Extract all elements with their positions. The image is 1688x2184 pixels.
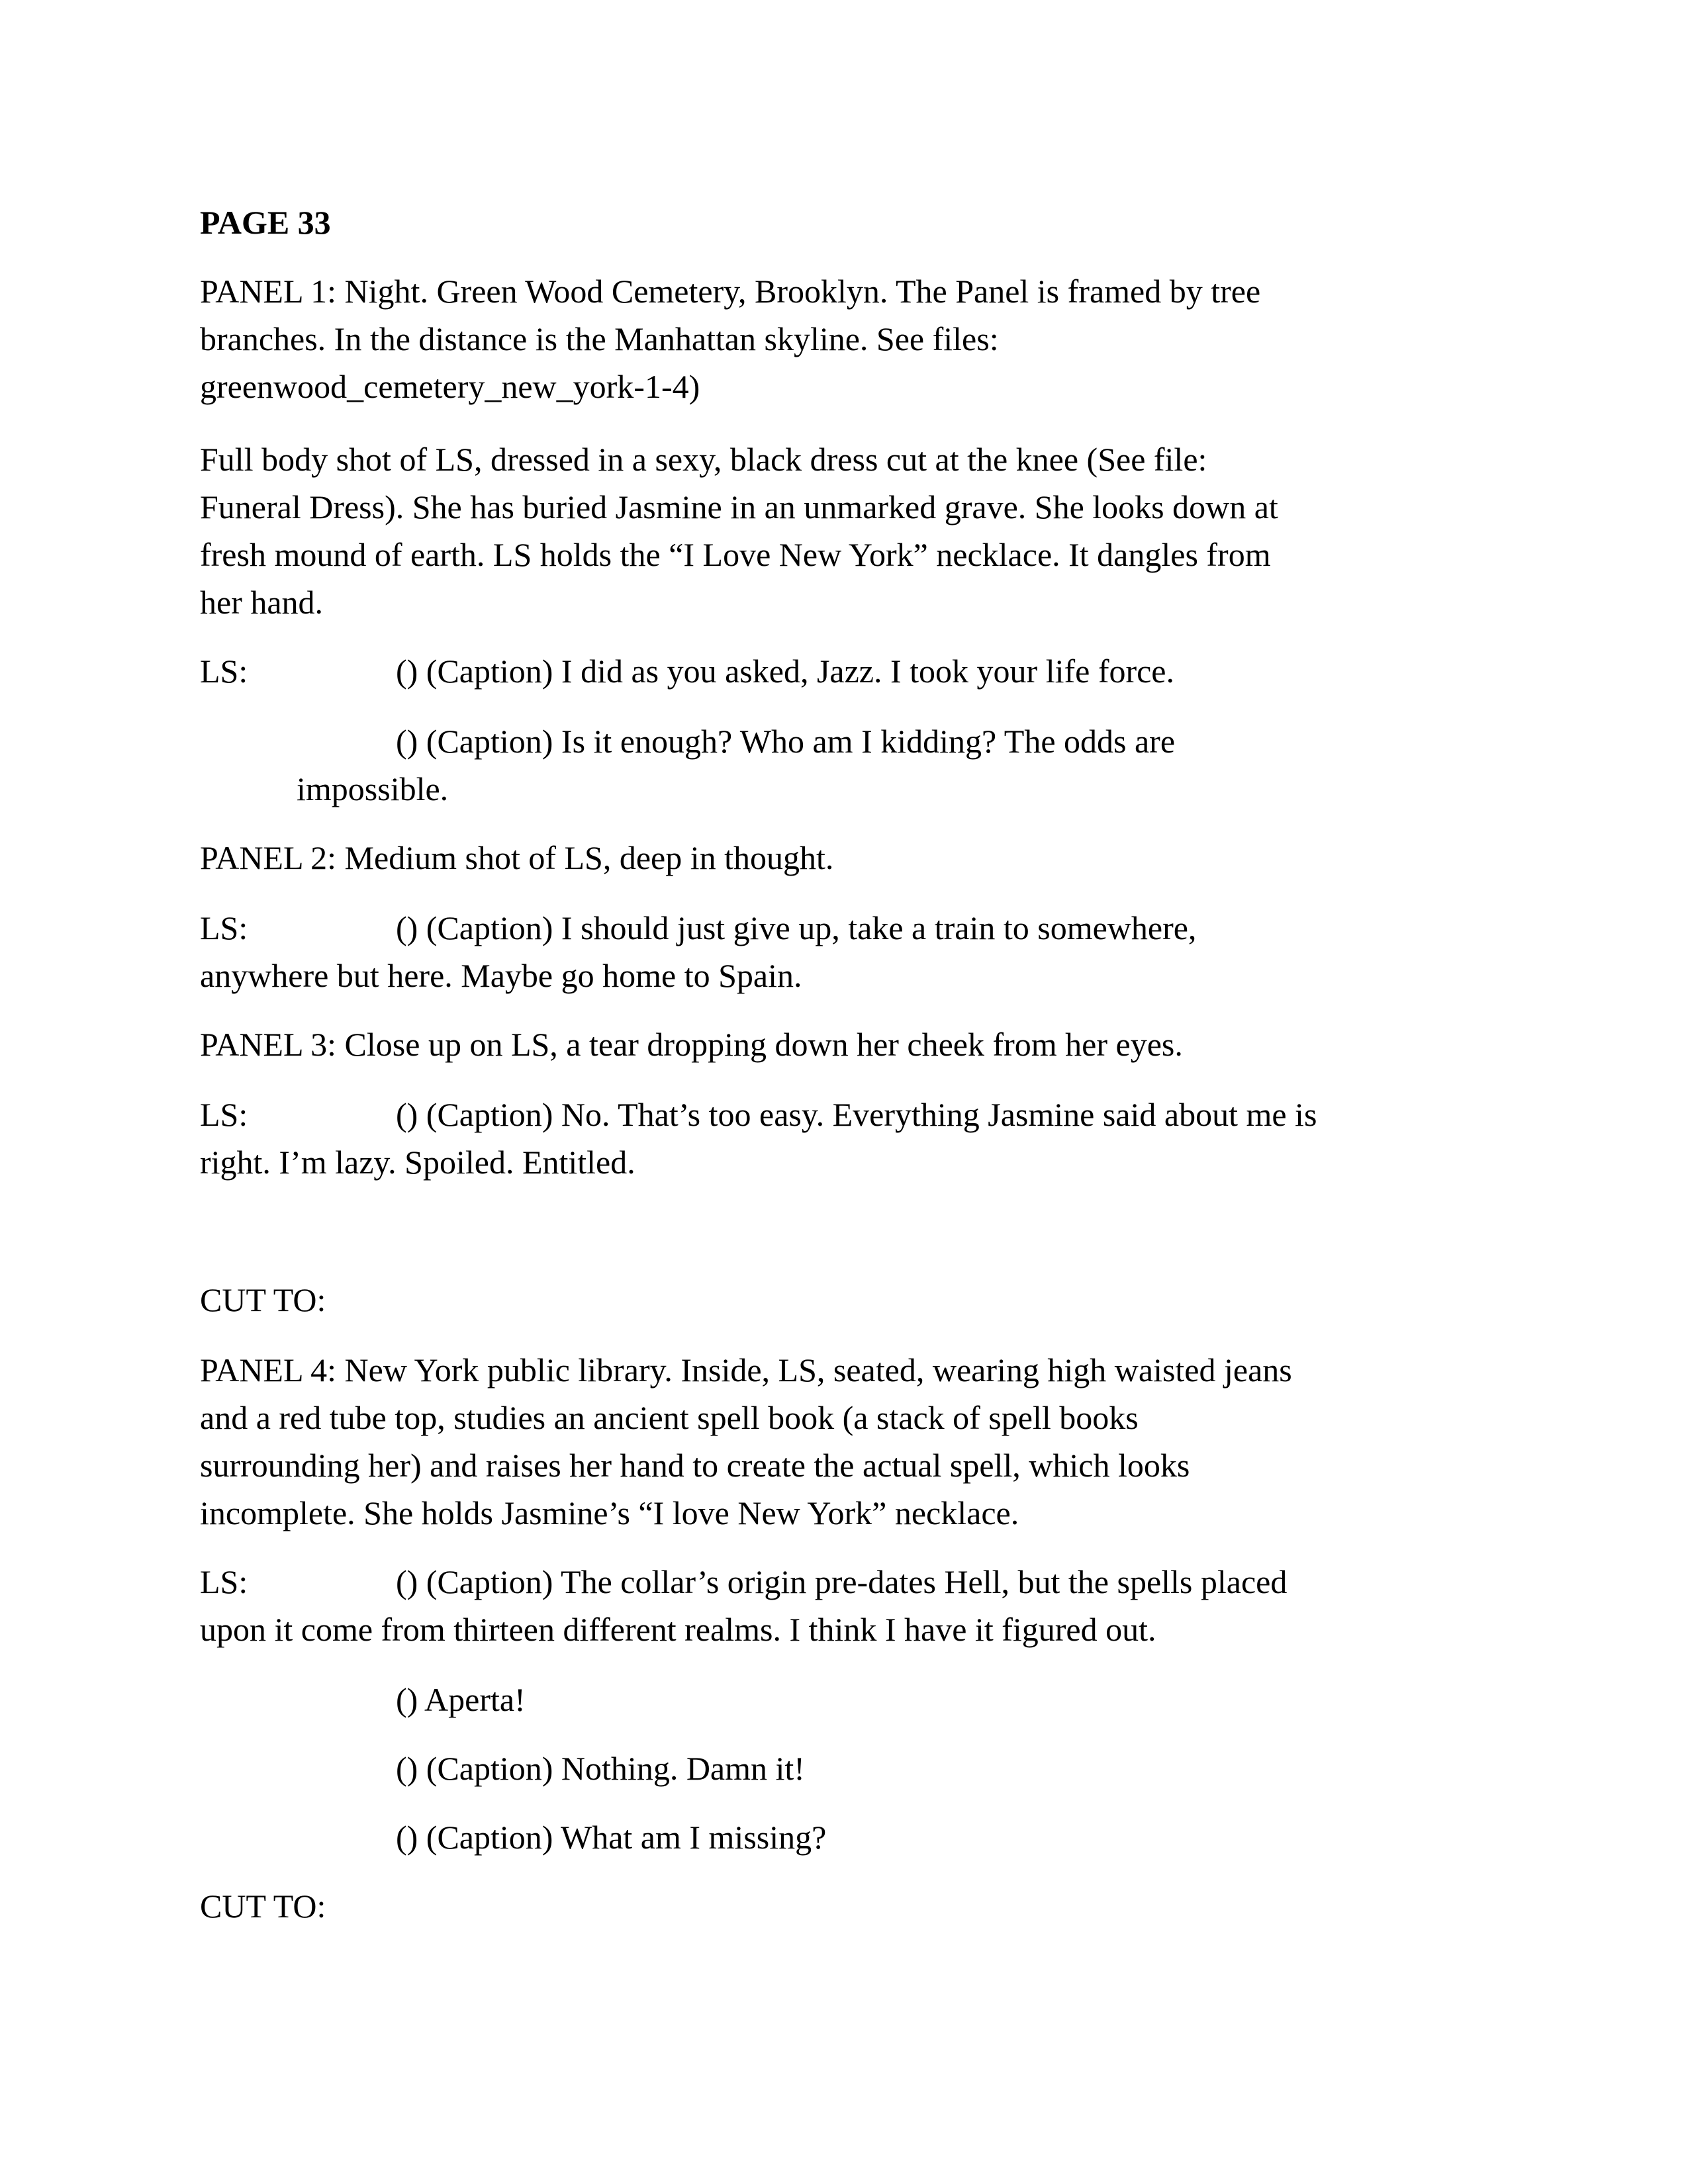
speaker-label: LS: [200,1096,248,1133]
panel-1-action-line: Full body shot of LS, dressed in a sexy, black dress cut at the knee (See file: [200,441,1207,478]
speaker-label: LS: [200,909,248,946]
panel-1-description-line: PANEL 1: Night. Green Wood Cemetery, Brooklyn. The Panel is framed by tree [200,273,1261,310]
caption-dialogue: () (Caption) Nothing. Damn it! [396,1750,805,1787]
speaker-label: LS: [200,653,248,690]
panel-2-description: PANEL 2: Medium shot of LS, deep in thought. [200,839,834,876]
cut-to-transition: CUT TO: [200,1281,326,1318]
caption-dialogue-continued: anywhere but here. Maybe go home to Spain. [200,957,802,994]
panel-4-description-line: and a red tube top, studies an ancient spell book (a stack of spell books [200,1399,1139,1436]
caption-dialogue: () (Caption) I did as you asked, Jazz. I took your life force. [396,653,1175,690]
panel-1-action-line: fresh mound of earth. LS holds the “I Love New York” necklace. It dangles from [200,536,1271,573]
panel-4-description-line: PANEL 4: New York public library. Inside, LS, seated, wearing high waisted jeans [200,1351,1292,1388]
panel-4-description-line: incomplete. She holds Jasmine’s “I love New York” necklace. [200,1494,1019,1531]
caption-dialogue: () (Caption) What am I missing? [396,1819,827,1856]
panel-1-description-line: greenwood_cemetery_new_york-1-4) [200,368,700,405]
panel-4-description-line: surrounding her) and raises her hand to create the actual spell, which looks [200,1447,1190,1484]
caption-dialogue: () (Caption) The collar’s origin pre-dates Hell, but the spells placed [396,1563,1288,1600]
caption-dialogue: () (Caption) No. That’s too easy. Everything Jasmine said about me is [396,1096,1317,1133]
page-title: PAGE 33 [200,204,331,241]
speaker-label: LS: [200,1563,248,1600]
panel-1-action-line: her hand. [200,584,324,621]
caption-dialogue-continued: right. I’m lazy. Spoiled. Entitled. [200,1144,635,1181]
caption-dialogue: () (Caption) I should just give up, take a train to somewhere, [396,909,1197,946]
cut-to-transition: CUT TO: [200,1888,326,1925]
panel-1-action-line: Funeral Dress). She has buried Jasmine in an unmarked grave. She looks down at [200,488,1278,525]
caption-dialogue: () (Caption) Is it enough? Who am I kidding? The odds are [396,723,1176,760]
caption-dialogue-continued: upon it come from thirteen different realms. I think I have it figured out. [200,1611,1156,1648]
panel-3-description: PANEL 3: Close up on LS, a tear dropping down her cheek from her eyes. [200,1026,1183,1063]
spoken-dialogue: () Aperta! [396,1681,526,1718]
panel-1-description-line: branches. In the distance is the Manhattan skyline. See files: [200,320,999,357]
caption-dialogue-continued: impossible. [297,770,449,807]
